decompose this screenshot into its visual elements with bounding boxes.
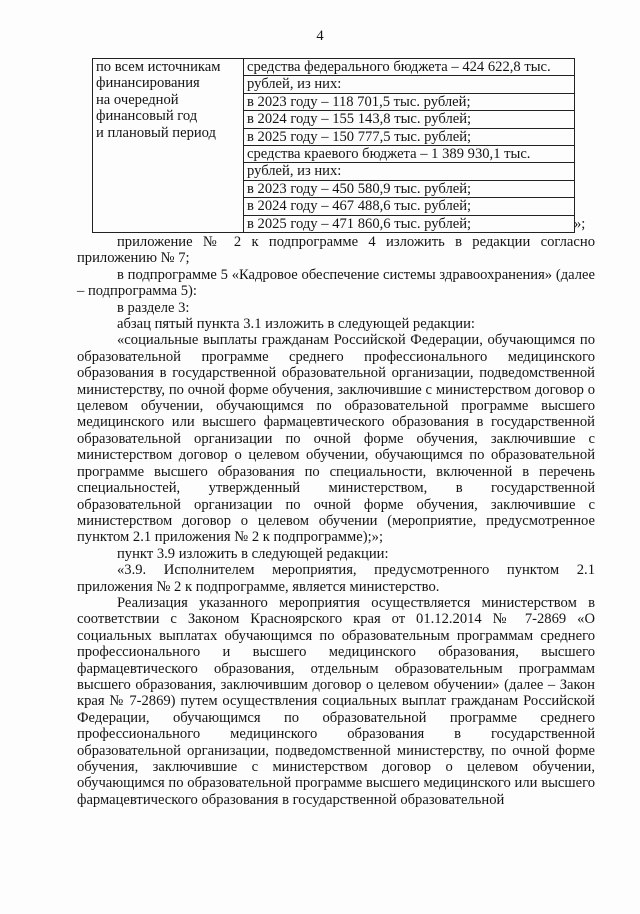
value-line: в 2024 году – 467 488,6 тыс. рублей; — [244, 198, 574, 215]
value-line: средства краевого бюджета – 1 389 930,1 тыс. — [244, 146, 574, 163]
label-line: на очередной — [96, 91, 179, 108]
paragraph: в разделе 3: — [117, 299, 190, 316]
value-line: рублей, из них: — [244, 163, 574, 180]
label-line: и плановый период — [96, 124, 216, 141]
document-body — [77, 234, 595, 808]
value-line: в 2023 году – 118 701,5 тыс. рублей; — [244, 94, 574, 111]
value-line: в 2025 году – 150 777,5 тыс. рублей; — [244, 129, 574, 146]
financing-values-cell — [244, 59, 575, 233]
paragraph: «социальные выплаты гражданам Российской Федерации, обучающимся по образовательной программе среднего профессионального медицинского образования в государственной образовательной организации, подведомственной министерству, по очной форме обучения, заключившие с министерством договор о целевом обучении, обучающимся по образовательной программе высшего медицинского или высшего фармацевтического образования в государственной образовательной организации по очной форме обучения, заключившие с министерством договор о целевом обучении, обучающимся по образовательной программе высшего образования по специальности, включенной в перечень специальностей, утвержденный министерством, в государственной образовательной организации по очной форме обучения, заключившие с министерством договор о целевом обучении (мероприятие, предусмотренное пунктом 2.1 приложения № 2 к подпрограмме);»; — [77, 332, 595, 546]
page-number: 4 — [316, 28, 324, 44]
paragraph: в подпрограмме 5 «Кадровое обеспечение системы здравоохранения» (далее – подпрограмма 5): — [77, 266, 595, 300]
label-line: финансирования — [96, 75, 200, 92]
label-line: по всем источникам — [96, 59, 221, 75]
financing-table — [92, 58, 575, 233]
paragraph: абзац пятый пункта 3.1 изложить в следующей редакции: — [117, 316, 475, 333]
paragraph: «3.9. Исполнителем мероприятия, предусмотренного пунктом 2.1 приложения № 2 к подпрограмме, является министерство. — [77, 562, 595, 595]
value-line: средства федерального бюджета – 424 622,8 тыс. — [244, 59, 574, 76]
value-line: в 2023 году – 450 580,9 тыс. рублей; — [244, 181, 574, 198]
value-line: в 2025 году – 471 860,6 тыс. рублей; — [247, 215, 472, 232]
paragraph: приложение № 2 к подпрограмме 4 изложить в редакции согласно приложению № 7; — [77, 234, 595, 267]
value-line: в 2024 году – 155 143,8 тыс. рублей; — [244, 111, 574, 128]
financing-label-cell — [93, 59, 244, 233]
value-line: рублей, из них: — [244, 76, 574, 93]
paragraph: пункт 3.9 изложить в следующей редакции: — [117, 545, 389, 562]
label-line: финансовый год — [96, 108, 198, 125]
table-closing-quote: »; — [574, 216, 586, 232]
paragraph: Реализация указанного мероприятия осуществляется министерством в соответствии с Законом Красноярского края от 01.12.2014 № 7-2869 «О социальных выплатах обучающимся по образовательным программам среднего профессионального и высшего медицинского образования, высшего фармацевтического образования, отдельным образовательным программам высшего образования, заключившим договор о целевом обучении» (далее – Закон края № 7-2869) путем осуществления социальных выплат гражданам Российской Федерации, обучающимся по образовательной программе среднего профессионального медицинского образования в государственной образовательной организации, подведомственной министерству, по очной форме обучения, заключившие с министерством договор о целевом обучении, обучающимся по образовательной программе высшего медицинского или высшего фармацевтического образования в государственной образовательной — [77, 594, 595, 808]
